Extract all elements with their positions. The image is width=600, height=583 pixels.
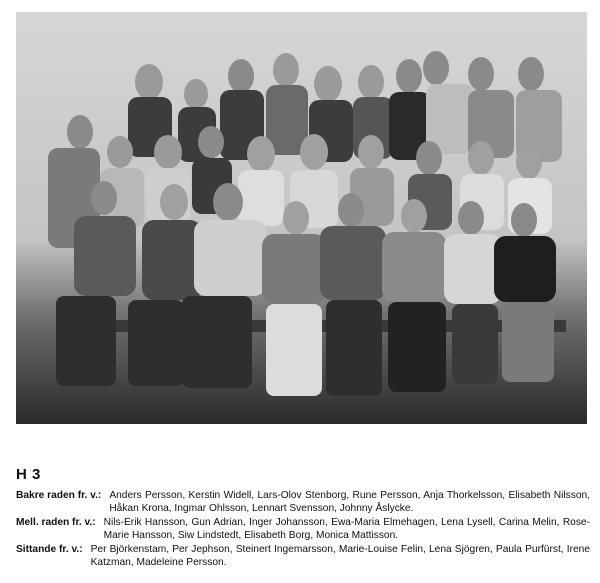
caption-row-label: Sittande fr. v.: <box>16 544 83 555</box>
caption-row-label: Mell. raden fr. v.: <box>16 517 96 528</box>
caption-row-names: Anders Persson, Kerstin Widell, Lars-Olov Stenborg, Rune Persson, Anja Thorkelsson, Elisabeth Nilsson, Håkan Krona, Ingmar Ohlsson, Lennart Svensson, Johnny Åslycke. <box>109 490 590 514</box>
caption-row-names: Nils-Erik Hansson, Gun Adrian, Inger Johansson, Ewa-Maria Elmehagen, Lena Lysell, Carina Melin, Rose-Marie Hansson, Siw Lindstedt, Elisabeth Borg, Monica Mattisson. <box>103 517 590 541</box>
caption-middle-row <box>16 516 590 542</box>
caption-row-names: Per Björkenstam, Per Jephson, Steinert Ingemarsson, Marie-Louise Felin, Lena Sjögren, Paula Purfürst, Irene Katzman, Madeleine Persson. <box>90 544 590 568</box>
back-row <box>128 51 562 162</box>
class-photo-illustration <box>16 12 587 424</box>
caption-back-row <box>16 489 590 515</box>
caption-seated-row <box>16 543 590 569</box>
caption-row-label: Bakre raden fr. v.: <box>16 490 102 501</box>
class-group-title: H 3 <box>16 466 41 483</box>
class-photo <box>16 12 587 424</box>
